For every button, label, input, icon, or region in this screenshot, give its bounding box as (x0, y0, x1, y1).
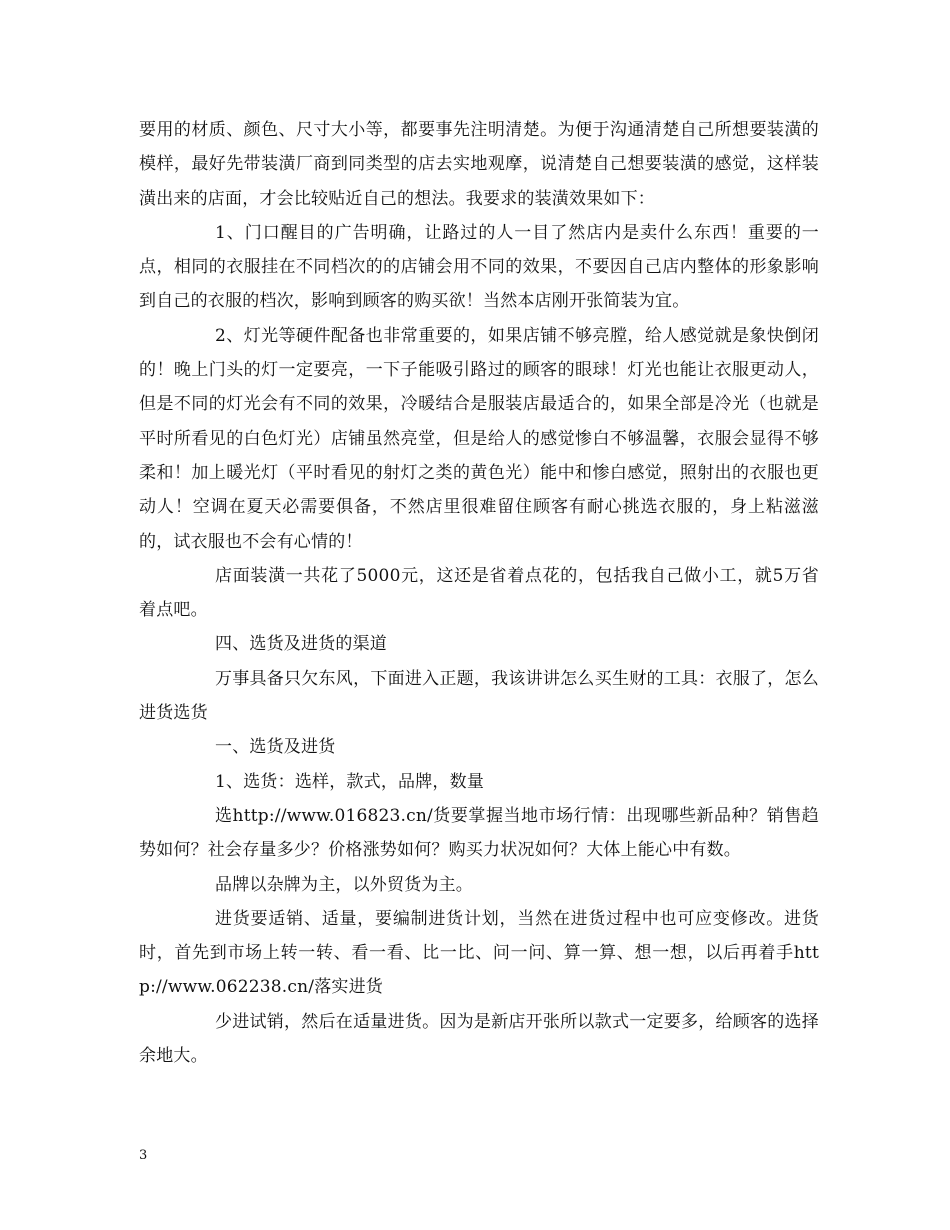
paragraph-point-1-signage: 1、门口醒目的广告明确，让路过的人一目了然店内是卖什么东西！重要的一点，相同的衣服挂在不同档次的的店铺会用不同的效果，不要因自己店内整体的形象影响到自己的衣服的档次，影响到顾客的购买欲！当然本店刚开张简装为宜。 (139, 222, 819, 312)
section-heading-sourcing: 四、选货及进货的渠道 (215, 634, 387, 655)
paragraph-point-2-lighting: 2、灯光等硬件配备也非常重要的，如果店铺不够亮膛，给人感觉就是象快倒闭的！晚上门头的灯一定要亮，一下子能吸引路过的顾客的眼球！灯光也能让衣服更动人，但是不同的灯光会有不同的效果，冷暖结合是服装店最适合的，如果全部是冷光（也就是平时所看见的白色灯光）店铺虽然亮堂，但是给人的感觉惨白不够温馨，衣服会显得不够柔和！加上暖光灯（平时看见的射灯之类的黄色光）能中和惨白感觉，照射出的衣服也更动人！空调在夏天必需要俱备，不然店里很难留住顾客有耐心挑选衣服的，身上粘滋滋的，试衣服也不会有心情的！ (139, 325, 819, 552)
paragraph-intro-sourcing: 万事具备只欠东风，下面进入正题，我该讲讲怎么买生财的工具：衣服了，怎么进货选货 (139, 668, 819, 724)
page-number: 3 (139, 1148, 148, 1163)
paragraph-decoration-cost: 店面装潢一共花了5000元，这还是省着点花的，包括我自己做小工，就5万省着点吧。 (139, 565, 819, 621)
paragraph-decoration-requirements: 要用的材质、颜色、尺寸大小等，都要事先注明清楚。为便于沟通清楚自己所想要装潢的模样，最好先带装潢厂商到同类型的店去实地观摩，说清楚自己想要装潢的感觉，这样装潢出来的店面，才会比较贴近自己的想法。我要求的装潢效果如下： (139, 120, 819, 209)
subheading-selection-purchase: 一、选货及进货 (215, 737, 336, 758)
paragraph-purchase-plan: 进货要适销、适量，要编制进货计划，当然在进货过程中也可应变修改。进货时，首先到市场上转一转、看一看、比一比、问一问、算一算、想一想，以后再着手http://www.062238.cn/落实进货 (139, 908, 819, 998)
subheading-selection: 1、选货：选样，款式，品牌，数量 (215, 771, 485, 792)
paragraph-brand-policy: 品牌以杂牌为主，以外贸货为主。 (215, 874, 473, 895)
paragraph-trial-sales: 少进试销，然后在适量进货。因为是新店开张所以款式一定要多，给顾客的选择余地大。 (139, 1011, 819, 1067)
paragraph-market-research: 选http://www.016823.cn/货要掌握当地市场行情：出现哪些新品种？销售趋势如何？社会存量多少？价格涨势如何？购买力状况如何？大体上能心中有数。 (139, 805, 819, 861)
document-body (139, 113, 819, 1073)
